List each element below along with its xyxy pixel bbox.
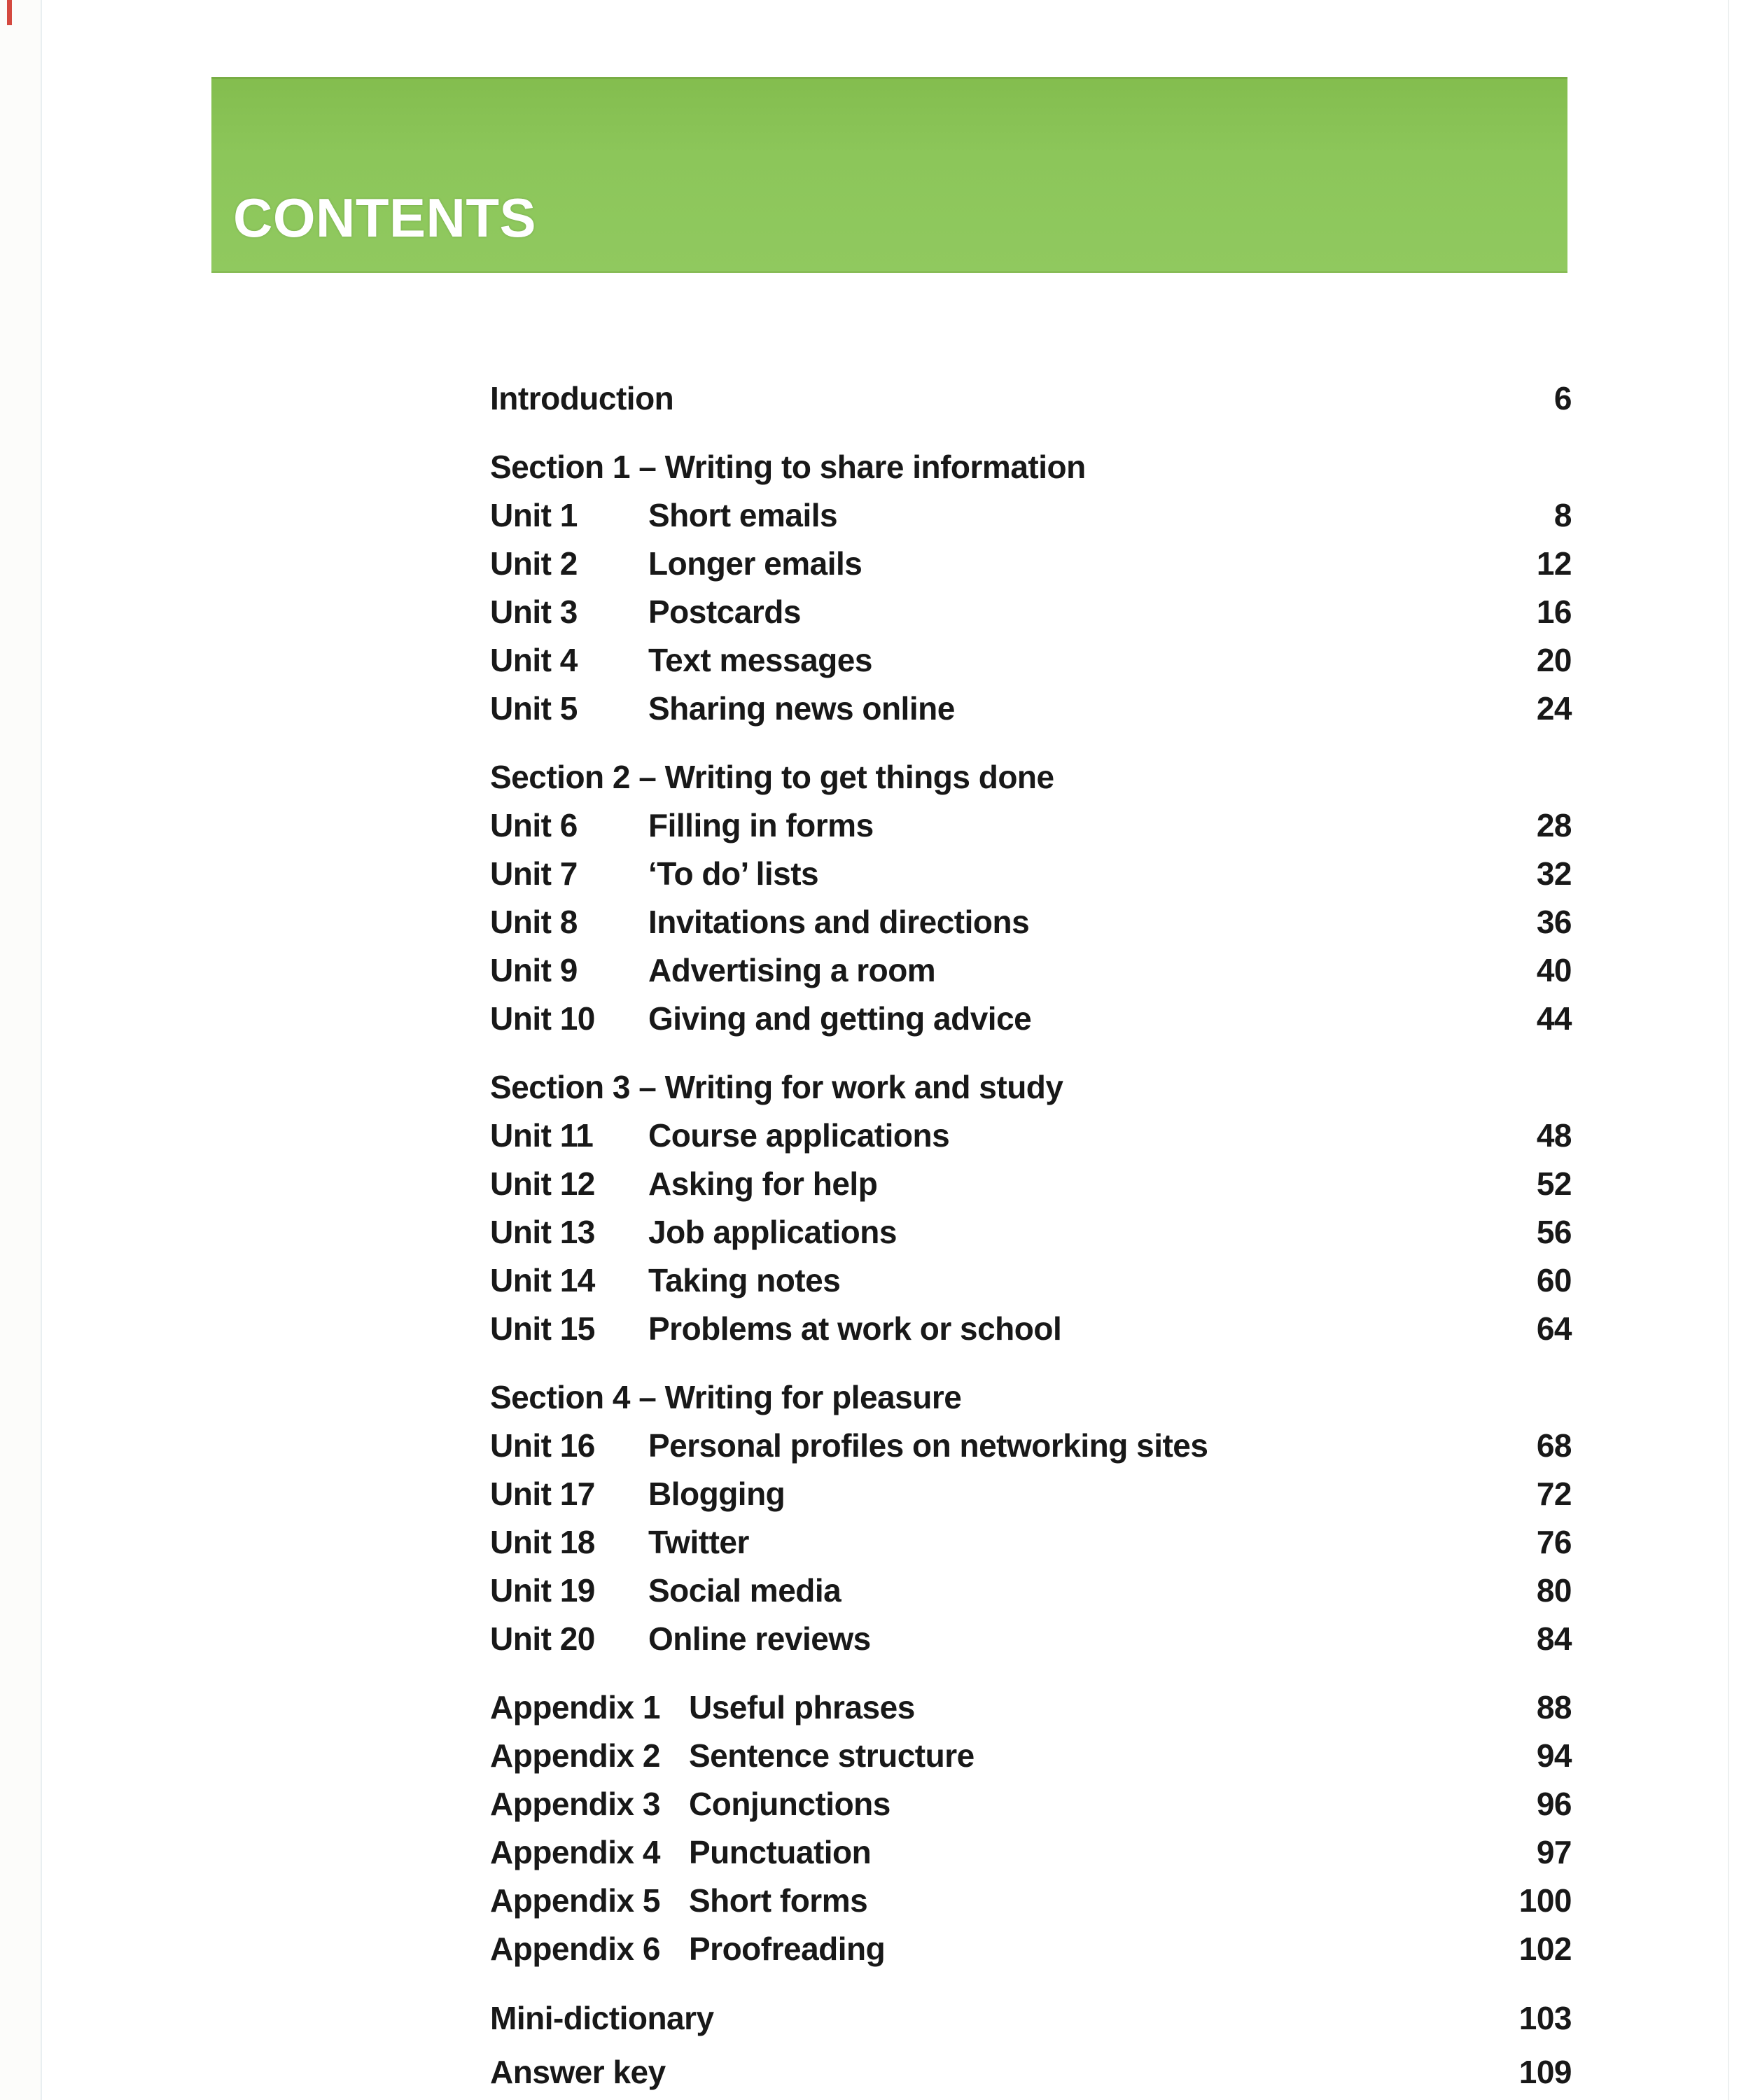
toc-entry-page: 8 xyxy=(1553,497,1572,533)
toc-row xyxy=(490,2052,1572,2092)
toc-row xyxy=(490,1784,1572,1824)
toc-row xyxy=(490,1735,1572,1776)
toc-entry-page: 48 xyxy=(1536,1117,1572,1154)
toc-section-heading: Section 2 – Writing to get things done xyxy=(490,759,1054,795)
toc-entry-title: Sentence structure xyxy=(689,1737,975,1774)
toc-appendix-group xyxy=(490,1687,1572,1977)
toc-row xyxy=(490,1687,1572,1728)
toc-row xyxy=(490,1067,1572,1107)
toc-entry-page: 109 xyxy=(1518,2054,1572,2090)
toc-entry-label: Unit 16 xyxy=(490,1427,595,1464)
toc-entry-title: Introduction xyxy=(490,380,674,416)
toc-row xyxy=(490,495,1572,536)
toc-entry-page: 80 xyxy=(1536,1572,1572,1609)
toc-entry-title: ‘To do’ lists xyxy=(648,855,819,892)
toc-entry-title: Postcards xyxy=(648,594,801,630)
toc-row xyxy=(490,378,1572,419)
toc-entry-page: 94 xyxy=(1536,1737,1572,1774)
toc-entry-page: 64 xyxy=(1536,1310,1572,1347)
toc-section-group xyxy=(490,1377,1572,1667)
toc-row xyxy=(490,1832,1572,1872)
toc-row xyxy=(490,1928,1572,1969)
toc-row xyxy=(490,1115,1572,1156)
toc-entry-page: 28 xyxy=(1536,807,1572,844)
toc-row xyxy=(490,447,1572,487)
toc-entry-page: 56 xyxy=(1536,1214,1572,1250)
toc-entry-title: Short forms xyxy=(689,1882,868,1919)
toc-row xyxy=(490,1618,1572,1659)
toc-entry-label: Unit 5 xyxy=(490,690,578,727)
toc-entry-page: 84 xyxy=(1536,1620,1572,1657)
toc-row xyxy=(490,1570,1572,1611)
toc-row xyxy=(490,902,1572,942)
toc-entry-page: 68 xyxy=(1536,1427,1572,1464)
page-title: CONTENTS xyxy=(233,187,536,248)
toc-entry-page: 40 xyxy=(1536,952,1572,988)
toc-entry-label: Unit 11 xyxy=(490,1117,594,1154)
toc-section-group xyxy=(490,757,1572,1046)
toc-row xyxy=(490,998,1572,1039)
toc-entry-label: Unit 4 xyxy=(490,642,578,678)
toc-row xyxy=(490,853,1572,894)
toc-section-heading: Section 3 – Writing for work and study xyxy=(490,1069,1063,1105)
toc-section-group xyxy=(490,447,1572,736)
toc-entry-label: Unit 9 xyxy=(490,952,578,988)
toc-entry-label: Unit 6 xyxy=(490,807,578,844)
toc-entry-label: Unit 13 xyxy=(490,1214,595,1250)
toc-entry-title: Filling in forms xyxy=(648,807,874,844)
toc-row xyxy=(490,1212,1572,1252)
toc-entry-page: 6 xyxy=(1553,380,1572,416)
toc-entry-title: Sharing news online xyxy=(648,690,955,727)
toc-entry-page: 16 xyxy=(1536,594,1572,630)
toc-row xyxy=(490,805,1572,846)
toc-entry-label: Unit 1 xyxy=(490,497,578,533)
toc-entry-title: Punctuation xyxy=(689,1834,872,1870)
toc-entry-label: Unit 8 xyxy=(490,904,578,940)
toc-entry-title: Social media xyxy=(648,1572,841,1609)
toc-entry-label: Unit 2 xyxy=(490,545,578,582)
contents-banner xyxy=(211,77,1567,273)
toc-entry-label: Unit 12 xyxy=(490,1166,595,1202)
toc-row xyxy=(490,1474,1572,1514)
toc-row xyxy=(490,543,1572,584)
toc-entry-page: 72 xyxy=(1536,1476,1572,1512)
toc-entry-label: Unit 19 xyxy=(490,1572,595,1609)
toc-entry-title: Course applications xyxy=(648,1117,950,1154)
toc-entry-label: Appendix 4 xyxy=(490,1834,660,1870)
toc-entry-page: 102 xyxy=(1518,1931,1572,1967)
toc-entry-label: Unit 20 xyxy=(490,1620,595,1657)
toc-entry-label: Appendix 5 xyxy=(490,1882,660,1919)
toc-entry-page: 96 xyxy=(1536,1786,1572,1822)
toc-entry-title: Taking notes xyxy=(648,1262,841,1298)
toc-entry-label: Appendix 2 xyxy=(490,1737,660,1774)
toc-row xyxy=(490,1308,1572,1349)
toc-entry-page: 88 xyxy=(1536,1689,1572,1726)
toc-entry-page: 20 xyxy=(1536,642,1572,678)
toc-row xyxy=(490,1260,1572,1301)
toc-row xyxy=(490,688,1572,729)
toc-entry-title: Answer key xyxy=(490,2054,666,2090)
toc-entry-title: Conjunctions xyxy=(689,1786,891,1822)
toc-list xyxy=(490,378,1572,2100)
toc-entry-page: 97 xyxy=(1536,1834,1572,1870)
scan-edge-left xyxy=(0,0,42,2100)
toc-entry-label: Unit 3 xyxy=(490,594,578,630)
toc-entry-label: Unit 15 xyxy=(490,1310,595,1347)
toc-entry-page: 60 xyxy=(1536,1262,1572,1298)
toc-entry-title: Longer emails xyxy=(648,545,862,582)
toc-entry-title: Job applications xyxy=(648,1214,897,1250)
toc-entry-title: Useful phrases xyxy=(689,1689,915,1726)
toc-row xyxy=(490,1425,1572,1466)
toc-row xyxy=(490,1880,1572,1921)
toc-entry-page: 52 xyxy=(1536,1166,1572,1202)
toc-entry-title: Twitter xyxy=(648,1524,749,1560)
toc-entry-title: Invitations and directions xyxy=(648,904,1030,940)
toc-entry-page: 24 xyxy=(1536,690,1572,727)
toc-entry-label: Appendix 6 xyxy=(490,1931,660,1967)
toc-entry-title: Text messages xyxy=(648,642,872,678)
toc-entry-page: 44 xyxy=(1536,1000,1572,1037)
toc-entry-title: Asking for help xyxy=(648,1166,878,1202)
toc-entry-title: Short emails xyxy=(648,497,838,533)
toc-section-group xyxy=(490,1067,1572,1357)
toc-entry-title: Proofreading xyxy=(689,1931,886,1967)
toc-entry-label: Appendix 1 xyxy=(490,1689,660,1726)
toc-row xyxy=(490,1522,1572,1562)
toc-entry-label: Appendix 3 xyxy=(490,1786,660,1822)
toc-entry-label: Unit 18 xyxy=(490,1524,595,1560)
toc-row xyxy=(490,1377,1572,1418)
scan-edge-right xyxy=(1728,0,1729,2100)
toc-row xyxy=(490,950,1572,990)
toc-entry-label: Unit 14 xyxy=(490,1262,595,1298)
toc-entry-title: Giving and getting advice xyxy=(648,1000,1032,1037)
toc-entry-title: Personal profiles on networking sites xyxy=(648,1427,1208,1464)
toc-row xyxy=(490,757,1572,797)
toc-row xyxy=(490,592,1572,632)
toc-entry-title: Blogging xyxy=(648,1476,785,1512)
toc-entry-title: Online reviews xyxy=(648,1620,871,1657)
toc-row xyxy=(490,1163,1572,1204)
toc-entry-title: Advertising a room xyxy=(648,952,936,988)
scan-artifact-red-mark xyxy=(7,0,12,25)
toc-entry-page: 32 xyxy=(1536,855,1572,892)
toc-entry-label: Unit 17 xyxy=(490,1476,595,1512)
toc-entry-page: 12 xyxy=(1536,545,1572,582)
toc-entry-page: 36 xyxy=(1536,904,1572,940)
toc-row xyxy=(490,640,1572,680)
toc-entry-title: Mini-dictionary xyxy=(490,2000,714,2036)
toc-row xyxy=(490,1998,1572,2038)
toc-section-heading: Section 1 – Writing to share information xyxy=(490,449,1086,485)
toc-entry-page: 100 xyxy=(1518,1882,1572,1919)
toc-entry-label: Unit 10 xyxy=(490,1000,595,1037)
toc-entry-page: 103 xyxy=(1518,2000,1572,2036)
toc-entry-title: Problems at work or school xyxy=(648,1310,1062,1347)
toc-entry-page: 76 xyxy=(1536,1524,1572,1560)
toc-section-heading: Section 4 – Writing for pleasure xyxy=(490,1379,962,1415)
toc-entry-label: Unit 7 xyxy=(490,855,578,892)
